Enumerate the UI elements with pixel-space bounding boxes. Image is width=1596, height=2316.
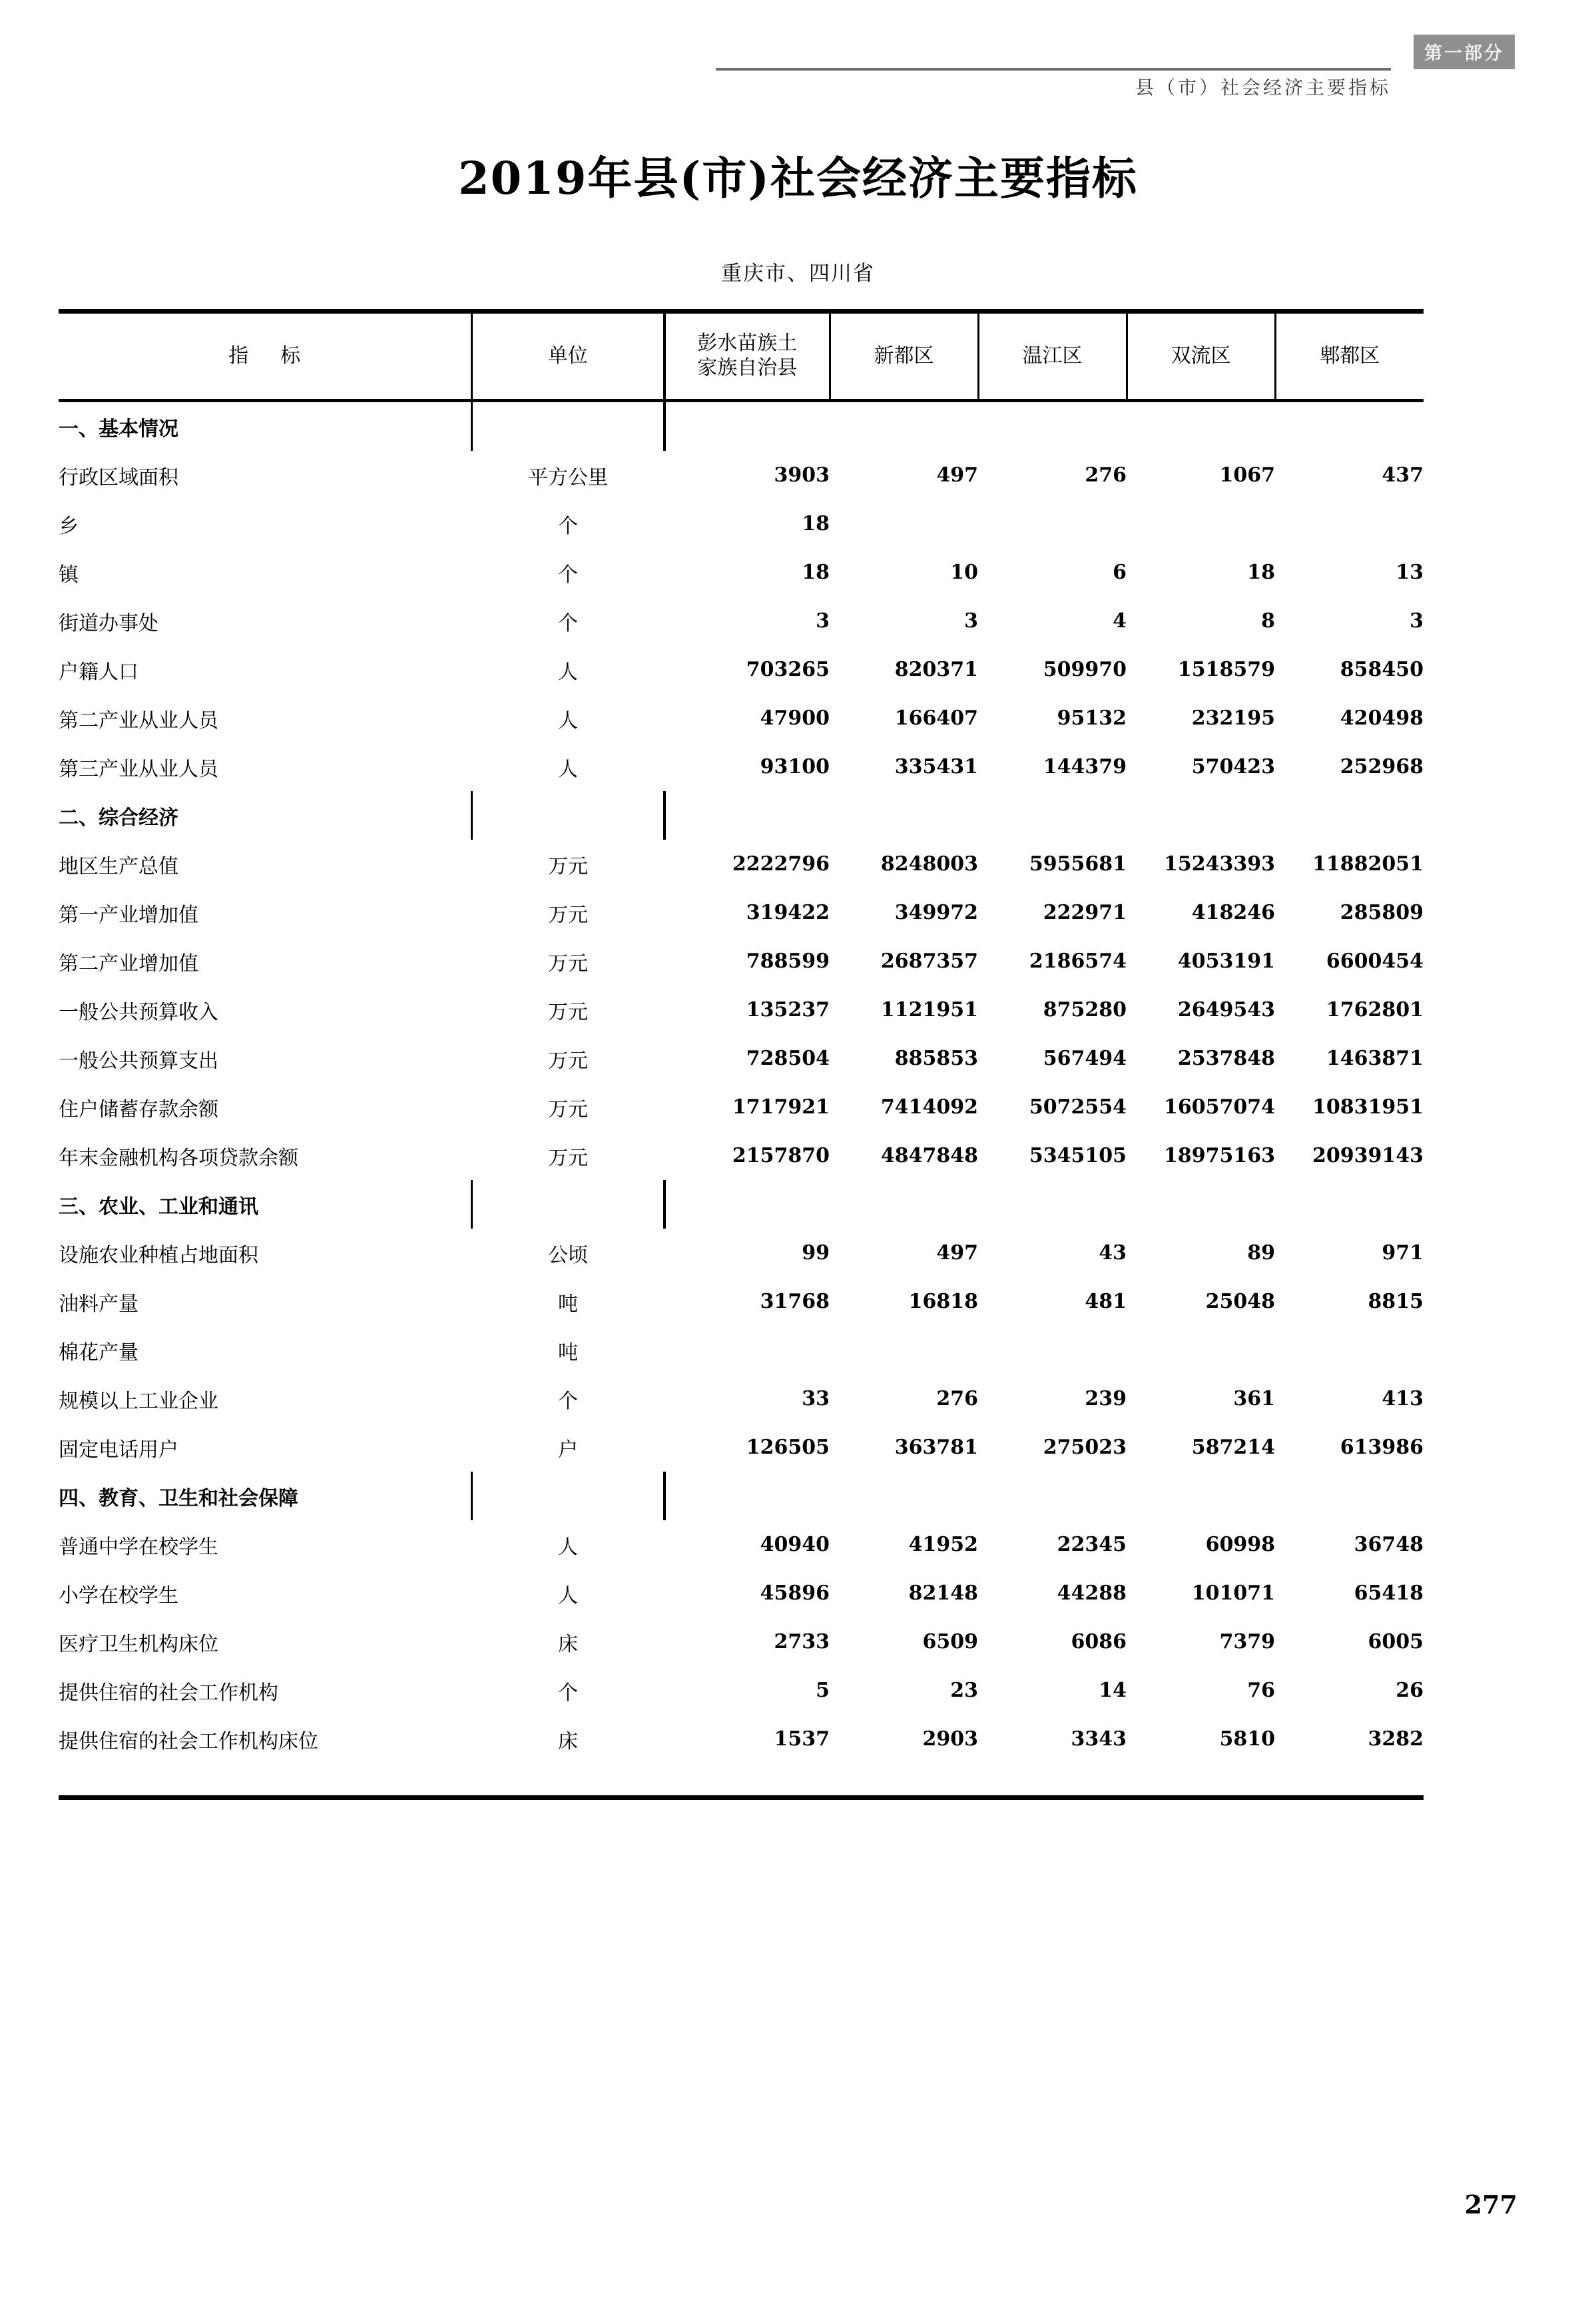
value-cell bbox=[1127, 401, 1275, 451]
indicator-label: 设施农业种植占地面积 bbox=[59, 1243, 258, 1267]
indicator-label: 小学在校学生 bbox=[59, 1584, 178, 1607]
part-badge: 第一部分 bbox=[1414, 35, 1515, 69]
value-cell bbox=[830, 1180, 978, 1229]
value-cell: 349972 bbox=[894, 901, 978, 924]
value-cell: 18 bbox=[802, 561, 830, 584]
value-cell: 1518579 bbox=[1177, 658, 1275, 681]
value-cell: 40940 bbox=[760, 1533, 830, 1556]
value-cell: 15243393 bbox=[1164, 852, 1275, 876]
value-cell: 135237 bbox=[746, 998, 830, 1021]
value-cell: 570423 bbox=[1191, 755, 1275, 778]
value-cell: 20939143 bbox=[1312, 1144, 1424, 1167]
value-cell: 76 bbox=[1247, 1679, 1275, 1702]
running-header-title: 县（市）社会经济主要指标 bbox=[1135, 77, 1391, 99]
table-row bbox=[59, 694, 1424, 742]
unit-cell: 个 bbox=[558, 514, 578, 538]
region-0-line2: 家族自治县 bbox=[697, 356, 798, 380]
value-cell: 65418 bbox=[1354, 1582, 1424, 1605]
page-number: 277 bbox=[1464, 2189, 1517, 2219]
unit-cell: 人 bbox=[558, 709, 578, 732]
table-row bbox=[59, 1034, 1424, 1083]
value-cell: 33 bbox=[802, 1387, 830, 1410]
indicator-label: 乡 bbox=[59, 514, 79, 538]
indicator-label: 提供住宿的社会工作机构 bbox=[59, 1681, 278, 1705]
indicator-label: 一般公共预算收入 bbox=[59, 1000, 218, 1024]
value-cell: 23 bbox=[950, 1679, 978, 1702]
indicator-label: 提供住宿的社会工作机构床位 bbox=[59, 1729, 318, 1753]
value-cell bbox=[830, 401, 978, 451]
unit-cell: 床 bbox=[558, 1632, 578, 1656]
value-cell: 3282 bbox=[1368, 1727, 1424, 1751]
statistics-table bbox=[59, 309, 1424, 1763]
value-cell: 437 bbox=[1382, 463, 1424, 487]
value-cell: 4847848 bbox=[880, 1144, 978, 1167]
value-cell: 1762801 bbox=[1326, 998, 1424, 1021]
value-cell: 2222796 bbox=[732, 852, 830, 876]
value-cell: 126505 bbox=[746, 1436, 830, 1459]
value-cell bbox=[1275, 401, 1424, 451]
value-cell: 3343 bbox=[1071, 1727, 1127, 1751]
table-row bbox=[59, 937, 1424, 986]
column-header-indicator bbox=[59, 312, 471, 401]
value-cell: 820371 bbox=[894, 658, 978, 681]
value-cell: 16057074 bbox=[1164, 1095, 1275, 1119]
unit-cell bbox=[471, 401, 665, 451]
value-cell: 43 bbox=[1099, 1241, 1127, 1265]
unit-cell: 人 bbox=[558, 757, 578, 781]
region-0-line1: 彭水苗族土 bbox=[697, 332, 798, 356]
value-cell bbox=[978, 1326, 1127, 1374]
section-heading: 一、基本情况 bbox=[59, 417, 178, 441]
value-cell: 2186574 bbox=[1029, 950, 1127, 973]
value-cell bbox=[665, 1180, 830, 1229]
value-cell: 99 bbox=[802, 1241, 830, 1265]
table-row bbox=[59, 499, 1424, 548]
value-cell: 93100 bbox=[760, 755, 830, 778]
table-row bbox=[59, 1423, 1424, 1472]
table-row bbox=[59, 1569, 1424, 1617]
value-cell: 41952 bbox=[908, 1533, 978, 1556]
indicator-label: 油料产量 bbox=[59, 1292, 138, 1316]
value-cell: 2157870 bbox=[732, 1144, 830, 1167]
value-cell bbox=[665, 1472, 830, 1520]
indicator-label: 医疗卫生机构床位 bbox=[59, 1632, 218, 1656]
value-cell: 5072554 bbox=[1029, 1095, 1127, 1119]
value-cell bbox=[1275, 791, 1424, 840]
value-cell bbox=[978, 791, 1127, 840]
value-cell bbox=[978, 1180, 1127, 1229]
column-header-region-4: 郫都区 bbox=[1275, 312, 1424, 401]
value-cell: 971 bbox=[1382, 1241, 1424, 1265]
indicator-label: 户籍人口 bbox=[59, 660, 138, 684]
unit-cell: 人 bbox=[558, 1584, 578, 1607]
unit-cell: 床 bbox=[558, 1729, 578, 1753]
value-cell bbox=[978, 499, 1127, 548]
value-cell: 239 bbox=[1085, 1387, 1127, 1410]
indicator-label: 第二产业从业人员 bbox=[59, 709, 218, 732]
unit-cell: 万元 bbox=[548, 854, 588, 878]
value-cell: 5 bbox=[816, 1679, 830, 1702]
value-cell: 8815 bbox=[1368, 1290, 1424, 1313]
value-cell: 16818 bbox=[908, 1290, 978, 1313]
unit-cell: 吨 bbox=[558, 1340, 578, 1364]
statistics-table-wrapper bbox=[59, 309, 1424, 1763]
value-cell bbox=[830, 791, 978, 840]
indicator-header-char1: 指 bbox=[228, 344, 249, 368]
value-cell: 232195 bbox=[1191, 707, 1275, 730]
value-cell: 1067 bbox=[1219, 463, 1275, 487]
indicator-header-char2: 标 bbox=[280, 344, 301, 368]
table-row bbox=[59, 840, 1424, 888]
page-subtitle: 重庆市、四川省 bbox=[721, 262, 875, 286]
value-cell: 14 bbox=[1099, 1679, 1127, 1702]
value-cell: 44288 bbox=[1057, 1582, 1127, 1605]
value-cell: 858450 bbox=[1340, 658, 1424, 681]
table-row bbox=[59, 1229, 1424, 1277]
value-cell bbox=[1275, 1180, 1424, 1229]
value-cell: 6600454 bbox=[1326, 950, 1424, 973]
table-row bbox=[59, 645, 1424, 694]
table-row bbox=[59, 888, 1424, 937]
value-cell: 335431 bbox=[894, 755, 978, 778]
value-cell: 497 bbox=[936, 463, 978, 487]
value-cell bbox=[1275, 1472, 1424, 1520]
indicator-label: 年末金融机构各项贷款余额 bbox=[59, 1146, 298, 1170]
table-row bbox=[59, 548, 1424, 597]
value-cell: 222971 bbox=[1043, 901, 1127, 924]
unit-cell bbox=[471, 791, 665, 840]
value-cell: 8248003 bbox=[880, 852, 978, 876]
value-cell: 481 bbox=[1085, 1290, 1127, 1313]
value-cell: 7379 bbox=[1219, 1630, 1275, 1653]
table-row bbox=[59, 742, 1424, 791]
value-cell: 319422 bbox=[746, 901, 830, 924]
value-cell: 18 bbox=[1247, 561, 1275, 584]
value-cell: 26 bbox=[1396, 1679, 1424, 1702]
value-cell: 1463871 bbox=[1326, 1047, 1424, 1070]
value-cell: 5810 bbox=[1219, 1727, 1275, 1751]
value-cell bbox=[1127, 791, 1275, 840]
value-cell: 1717921 bbox=[732, 1095, 830, 1119]
table-row bbox=[59, 1472, 1424, 1520]
value-cell: 5955681 bbox=[1029, 852, 1127, 876]
unit-cell: 平方公里 bbox=[528, 465, 608, 489]
unit-cell: 万元 bbox=[548, 952, 588, 976]
value-cell: 3 bbox=[816, 609, 830, 633]
table-row bbox=[59, 1374, 1424, 1423]
value-cell: 6 bbox=[1113, 561, 1127, 584]
indicator-label: 一般公共预算支出 bbox=[59, 1049, 218, 1073]
value-cell: 11882051 bbox=[1312, 852, 1424, 876]
value-cell: 5345105 bbox=[1029, 1144, 1127, 1167]
indicator-label: 规模以上工业企业 bbox=[59, 1389, 218, 1413]
unit-cell: 个 bbox=[558, 1389, 578, 1413]
value-cell: 2903 bbox=[922, 1727, 978, 1751]
value-cell: 25048 bbox=[1205, 1290, 1275, 1313]
value-cell bbox=[830, 499, 978, 548]
value-cell: 1121951 bbox=[880, 998, 978, 1021]
unit-cell: 个 bbox=[558, 1681, 578, 1705]
value-cell: 2537848 bbox=[1177, 1047, 1275, 1070]
indicator-label: 第一产业增加值 bbox=[59, 903, 198, 927]
unit-cell bbox=[471, 1180, 665, 1229]
indicator-label: 固定电话用户 bbox=[59, 1438, 178, 1462]
value-cell bbox=[978, 1472, 1127, 1520]
value-cell: 587214 bbox=[1191, 1436, 1275, 1459]
table-row bbox=[59, 986, 1424, 1034]
column-header-region-1: 新都区 bbox=[830, 312, 978, 401]
value-cell: 276 bbox=[1085, 463, 1127, 487]
value-cell: 3 bbox=[964, 609, 978, 633]
table-row bbox=[59, 1520, 1424, 1569]
table-body bbox=[59, 401, 1424, 1764]
table-head bbox=[59, 312, 1424, 401]
table-row bbox=[59, 1617, 1424, 1666]
value-cell: 18975163 bbox=[1164, 1144, 1275, 1167]
value-cell: 10 bbox=[950, 561, 978, 584]
value-cell bbox=[1127, 1472, 1275, 1520]
unit-cell: 户 bbox=[558, 1438, 578, 1462]
table-row bbox=[59, 451, 1424, 499]
header-rule bbox=[716, 68, 1391, 71]
value-cell: 728504 bbox=[746, 1047, 830, 1070]
indicator-label: 第二产业增加值 bbox=[59, 952, 198, 976]
unit-cell: 个 bbox=[558, 563, 578, 587]
value-cell: 703265 bbox=[746, 658, 830, 681]
table-row bbox=[59, 597, 1424, 645]
table-row bbox=[59, 1666, 1424, 1715]
value-cell: 7414092 bbox=[880, 1095, 978, 1119]
value-cell: 3903 bbox=[774, 463, 830, 487]
value-cell: 82148 bbox=[908, 1582, 978, 1605]
column-header-region-3: 双流区 bbox=[1127, 312, 1275, 401]
value-cell: 418246 bbox=[1191, 901, 1275, 924]
value-cell: 6509 bbox=[922, 1630, 978, 1653]
value-cell: 885853 bbox=[894, 1047, 978, 1070]
value-cell: 144379 bbox=[1043, 755, 1127, 778]
table-row bbox=[59, 1326, 1424, 1374]
value-cell: 60998 bbox=[1205, 1533, 1275, 1556]
value-cell: 613986 bbox=[1340, 1436, 1424, 1459]
unit-cell: 吨 bbox=[558, 1292, 578, 1316]
value-cell: 2733 bbox=[774, 1630, 830, 1653]
value-cell bbox=[665, 401, 830, 451]
value-cell bbox=[830, 1326, 978, 1374]
unit-cell: 万元 bbox=[548, 1000, 588, 1024]
unit-cell: 万元 bbox=[548, 903, 588, 927]
value-cell: 47900 bbox=[760, 707, 830, 730]
value-cell: 13 bbox=[1396, 561, 1424, 584]
unit-cell: 个 bbox=[558, 611, 578, 635]
indicator-label: 镇 bbox=[59, 563, 79, 587]
value-cell: 567494 bbox=[1043, 1047, 1127, 1070]
value-cell bbox=[1127, 1326, 1275, 1374]
indicator-label: 住户储蓄存款余额 bbox=[59, 1097, 218, 1121]
value-cell: 509970 bbox=[1043, 658, 1127, 681]
value-cell: 10831951 bbox=[1312, 1095, 1424, 1119]
value-cell: 2649543 bbox=[1177, 998, 1275, 1021]
unit-cell: 公顷 bbox=[548, 1243, 588, 1267]
value-cell: 8 bbox=[1261, 609, 1275, 633]
indicator-label: 行政区域面积 bbox=[59, 465, 178, 489]
value-cell: 276 bbox=[936, 1387, 978, 1410]
page-title: 2019年县(市)社会经济主要指标 bbox=[458, 152, 1138, 204]
value-cell: 31768 bbox=[760, 1290, 830, 1313]
indicator-label: 街道办事处 bbox=[59, 611, 158, 635]
unit-cell: 人 bbox=[558, 660, 578, 684]
value-cell: 4 bbox=[1113, 609, 1127, 633]
value-cell bbox=[1127, 499, 1275, 548]
table-row bbox=[59, 1131, 1424, 1180]
section-heading: 三、农业、工业和通讯 bbox=[59, 1195, 258, 1219]
value-cell bbox=[1275, 499, 1424, 548]
value-cell: 275023 bbox=[1043, 1436, 1127, 1459]
table-row bbox=[59, 1180, 1424, 1229]
value-cell: 36748 bbox=[1354, 1533, 1424, 1556]
section-heading: 四、教育、卫生和社会保障 bbox=[59, 1486, 298, 1510]
value-cell bbox=[665, 791, 830, 840]
value-cell: 45896 bbox=[760, 1582, 830, 1605]
value-cell: 3 bbox=[1410, 609, 1424, 633]
indicator-label: 第三产业从业人员 bbox=[59, 757, 218, 781]
unit-cell: 万元 bbox=[548, 1146, 588, 1170]
value-cell bbox=[1275, 1326, 1424, 1374]
table-row bbox=[59, 1277, 1424, 1326]
value-cell: 1537 bbox=[774, 1727, 830, 1751]
value-cell: 497 bbox=[936, 1241, 978, 1265]
value-cell: 101071 bbox=[1191, 1582, 1275, 1605]
value-cell: 6086 bbox=[1071, 1630, 1127, 1653]
unit-cell bbox=[471, 1472, 665, 1520]
indicator-label: 普通中学在校学生 bbox=[59, 1535, 218, 1559]
unit-cell: 人 bbox=[558, 1535, 578, 1559]
value-cell: 166407 bbox=[894, 707, 978, 730]
table-bottom-rule bbox=[59, 1795, 1424, 1800]
indicator-label: 棉花产量 bbox=[59, 1340, 138, 1364]
value-cell bbox=[978, 401, 1127, 451]
value-cell bbox=[1127, 1180, 1275, 1229]
section-heading: 二、综合经济 bbox=[59, 806, 178, 830]
value-cell: 252968 bbox=[1340, 755, 1424, 778]
value-cell: 6005 bbox=[1368, 1630, 1424, 1653]
value-cell: 285809 bbox=[1340, 901, 1424, 924]
table-row bbox=[59, 401, 1424, 451]
column-header-region-2: 温江区 bbox=[978, 312, 1127, 401]
indicator-label: 地区生产总值 bbox=[59, 854, 178, 878]
column-header-unit: 单位 bbox=[471, 312, 665, 401]
value-cell: 18 bbox=[802, 512, 830, 535]
column-header-region-0 bbox=[665, 312, 830, 401]
value-cell bbox=[830, 1472, 978, 1520]
unit-cell: 万元 bbox=[548, 1097, 588, 1121]
unit-cell: 万元 bbox=[548, 1049, 588, 1073]
value-cell: 2687357 bbox=[880, 950, 978, 973]
value-cell: 95132 bbox=[1057, 707, 1127, 730]
running-header bbox=[716, 35, 1515, 108]
table-header-row bbox=[59, 312, 1424, 401]
value-cell: 363781 bbox=[894, 1436, 978, 1459]
value-cell: 22345 bbox=[1057, 1533, 1127, 1556]
value-cell: 4053191 bbox=[1177, 950, 1275, 973]
value-cell: 788599 bbox=[746, 950, 830, 973]
value-cell: 413 bbox=[1382, 1387, 1424, 1410]
value-cell: 361 bbox=[1233, 1387, 1275, 1410]
value-cell: 89 bbox=[1247, 1241, 1275, 1265]
value-cell: 875280 bbox=[1043, 998, 1127, 1021]
table-row bbox=[59, 1715, 1424, 1763]
value-cell bbox=[665, 1326, 830, 1374]
table-row bbox=[59, 1083, 1424, 1131]
value-cell: 420498 bbox=[1340, 707, 1424, 730]
table-row bbox=[59, 791, 1424, 840]
